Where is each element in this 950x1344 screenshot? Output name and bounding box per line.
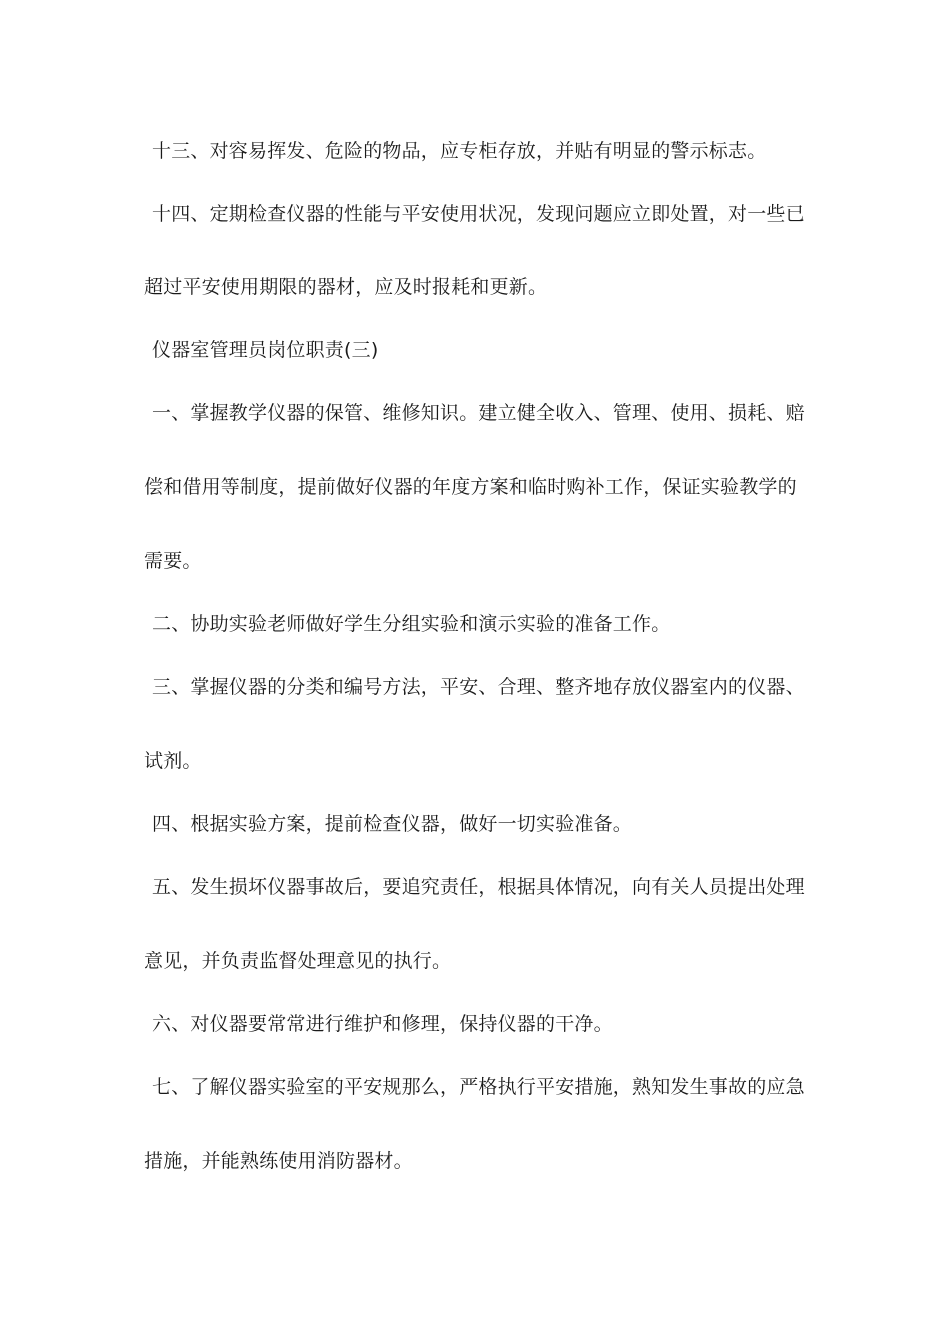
item-7-line-2: 措施，并能熟练使用消防器材。	[144, 1150, 413, 1172]
item-3-line-2: 试剂。	[144, 750, 202, 772]
item-14-line-1: 十四、定期检查仪器的性能与平安使用状况，发现问题应立即处置，对一些已	[152, 203, 805, 225]
item-4-line-1: 四、根据实验方案，提前检查仪器，做好一切实验准备。	[152, 813, 633, 835]
item-13-line-1: 十三、对容易挥发、危险的物品，应专柜存放，并贴有明显的警示标志。	[152, 140, 767, 162]
item-1-line-3: 需要。	[144, 550, 202, 572]
item-5-line-1: 五、发生损坏仪器事故后，要追究责任，根据具体情况，向有关人员提出处理	[152, 876, 805, 898]
section-heading: 仪器室管理员岗位职责(三)	[152, 339, 379, 361]
item-1-line-2: 偿和借用等制度，提前做好仪器的年度方案和临时购补工作，保证实验教学的	[144, 476, 797, 498]
item-14-line-2: 超过平安使用期限的器材，应及时报耗和更新。	[144, 276, 548, 298]
item-3-line-1: 三、掌握仪器的分类和编号方法，平安、合理、整齐地存放仪器室内的仪器、	[152, 676, 805, 698]
item-7-line-1: 七、了解仪器实验室的平安规那么，严格执行平安措施，熟知发生事故的应急	[152, 1076, 805, 1098]
item-1-line-1: 一、掌握教学仪器的保管、维修知识。建立健全收入、管理、使用、损耗、赔	[152, 402, 805, 424]
item-6-line-1: 六、对仪器要常常进行维护和修理，保持仪器的干净。	[152, 1013, 613, 1035]
item-5-line-2: 意见，并负责监督处理意见的执行。	[144, 950, 452, 972]
item-2-line-1: 二、协助实验老师做好学生分组实验和演示实验的准备工作。	[152, 613, 671, 635]
